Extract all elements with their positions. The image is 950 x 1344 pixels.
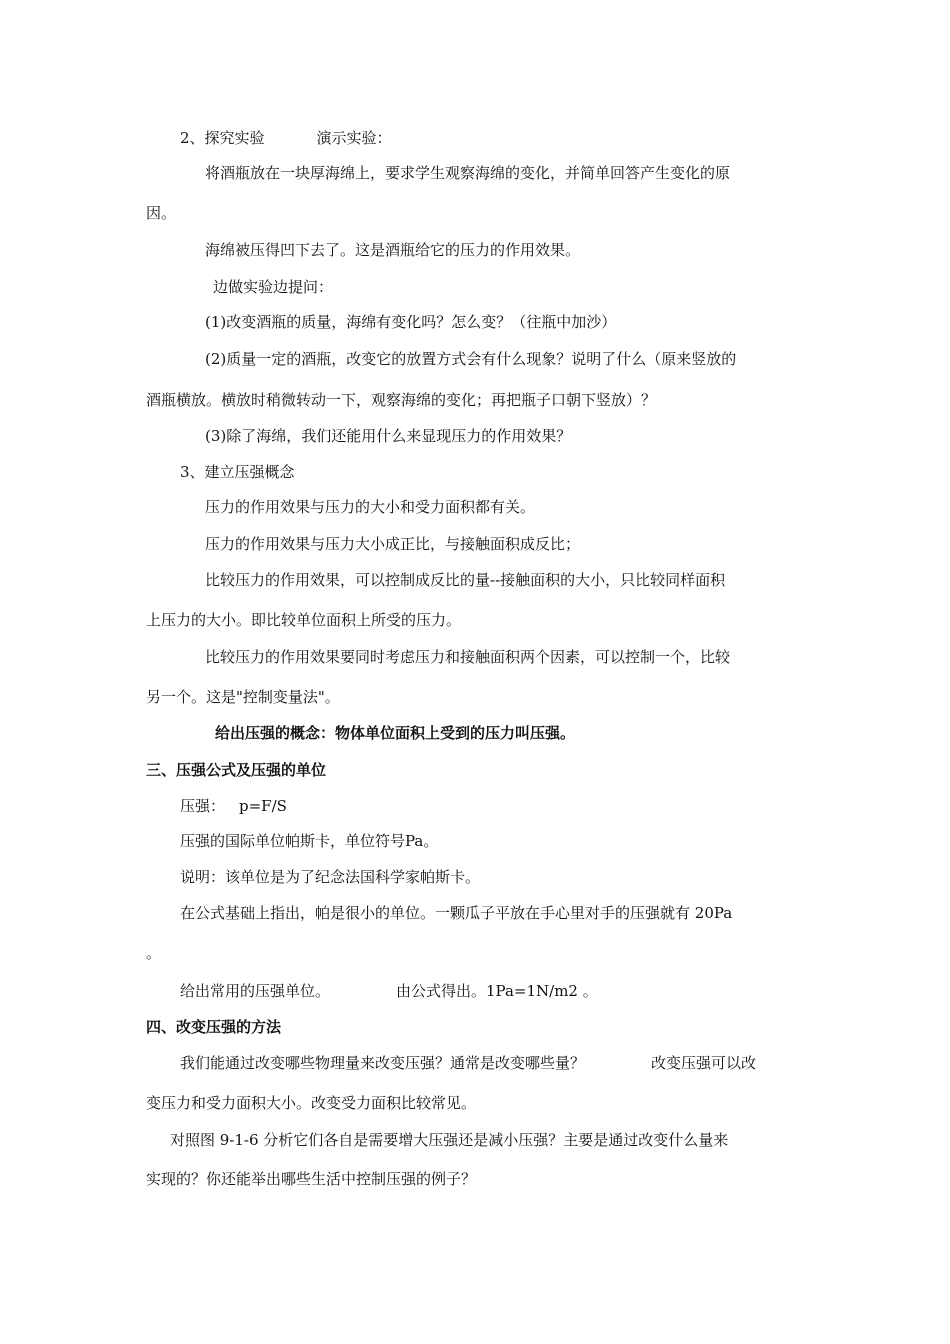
part-3-heading: 三、压强公式及压强的单位	[146, 761, 327, 779]
formula-label: 压强：	[180, 797, 226, 815]
paragraph-line: 。	[146, 944, 162, 962]
paragraph-line: 说明：该单位是为了纪念法国科学家帕斯卡。	[180, 868, 481, 886]
pressure-definition: 给出压强的概念：物体单位面积上受到的压力叫压强。	[215, 724, 576, 742]
section-3-heading: 3、建立压强概念	[180, 463, 295, 481]
paragraph-line: 因。	[146, 204, 177, 222]
paragraph-line: 将酒瓶放在一块厚海绵上，要求学生观察海绵的变化，并简单回答产生变化的原	[205, 164, 731, 182]
paragraph-line: 海绵被压得凹下去了。这是酒瓶给它的压力的作用效果。	[205, 241, 581, 259]
question-1: (1)改变酒瓶的质量，海绵有变化吗？怎么变？（往瓶中加沙）	[205, 313, 617, 331]
paragraph-line: 另一个。这是"控制变量法"。	[146, 688, 340, 706]
paragraph-line: 比较压力的作用效果，可以控制成反比的量--接触面积的大小，只比较同样面积	[205, 571, 726, 589]
paragraph-line: 实现的？你还能举出哪些生活中控制压强的例子？	[146, 1170, 477, 1188]
question-2-line-2: 酒瓶横放。横放时稍微转动一下，观察海绵的变化；再把瓶子口朝下竖放）？	[146, 391, 657, 409]
paragraph-text: 改变压强可以改	[651, 1054, 757, 1072]
paragraph-line: 变压力和受力面积大小。改变受力面积比较常见。	[146, 1094, 477, 1112]
paragraph-line: 上压力的大小。即比较单位面积上所受的压力。	[146, 611, 462, 629]
paragraph-line: 压强的国际单位帕斯卡，单位符号Pa。	[180, 832, 439, 850]
formula-row	[180, 796, 287, 816]
paragraph-line: 边做实验边提问：	[213, 278, 334, 296]
paragraph-line: 比较压力的作用效果要同时考虑压力和接触面积两个因素，可以控制一个，比较	[205, 648, 731, 666]
paragraph-line: 对照图 9-1-6 分析它们各自是需要增大压强还是减小压强？主要是通过改变什么量来	[170, 1131, 729, 1149]
pressure-formula: p=F/S	[239, 797, 287, 815]
part-4-heading: 四、改变压强的方法	[146, 1018, 282, 1036]
common-units-text: 给出常用的压强单位。	[180, 982, 331, 1000]
demo-experiment-label: 演示实验：	[316, 129, 392, 147]
paragraph-line: 压力的作用效果与压力大小成正比，与接触面积成反比；	[205, 535, 581, 553]
paragraph-line: 压力的作用效果与压力的大小和受力面积都有关。	[205, 498, 536, 516]
paragraph-row	[180, 1053, 756, 1073]
common-units-row	[180, 981, 598, 1001]
paragraph-line: 在公式基础上指出，帕是很小的单位。一颗瓜子平放在手心里对手的压强就有 20Pa	[180, 904, 733, 922]
question-2-line-1: (2)质量一定的酒瓶，改变它的放置方式会有什么现象？说明了什么（原来竖放的	[205, 350, 737, 368]
section-2-heading: 2、探究实验	[180, 129, 265, 147]
paragraph-text: 我们能通过改变哪些物理量来改变压强？通常是改变哪些量？	[180, 1054, 586, 1072]
derived-unit-text: 由公式得出。1Pa=1N/m2 。	[396, 982, 598, 1000]
question-3: (3)除了海绵，我们还能用什么来显现压力的作用效果？	[205, 427, 572, 445]
section-2-heading-row	[180, 128, 392, 148]
